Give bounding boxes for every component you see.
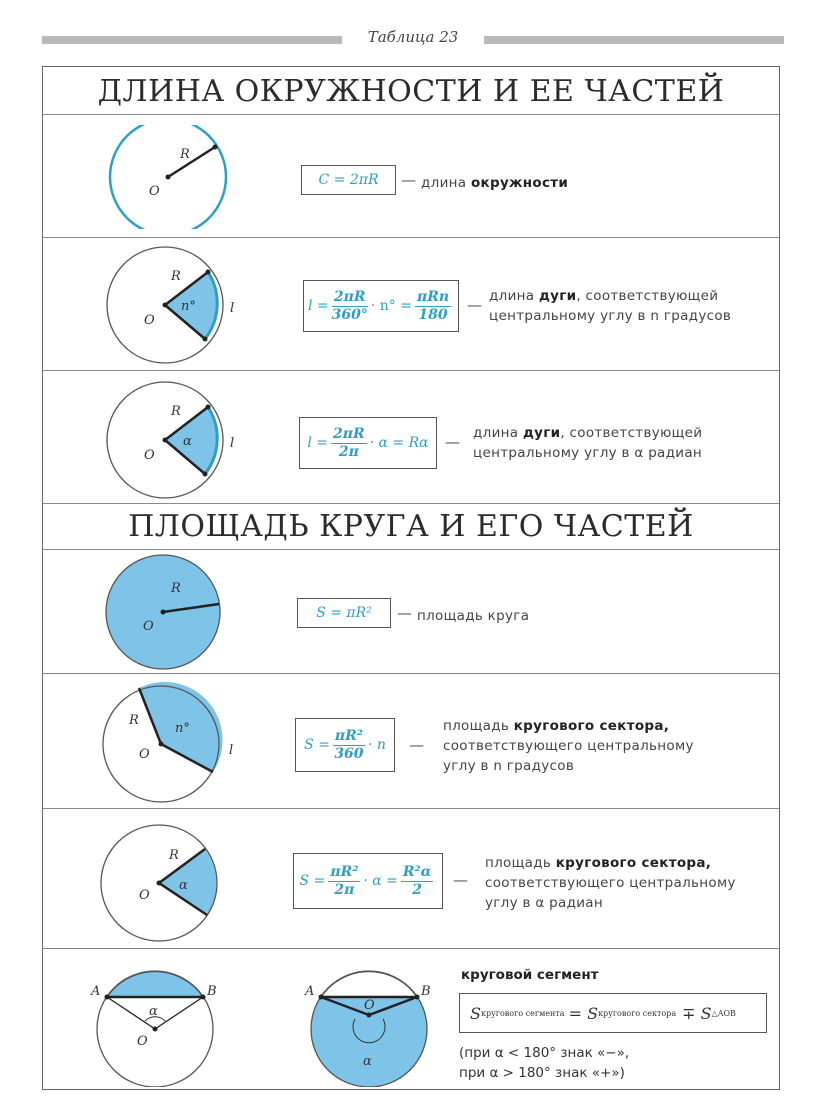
formula-sector-degrees (295, 718, 395, 772)
desc-arc-degrees (489, 286, 731, 326)
row-circumference (43, 115, 779, 238)
formula-sub: △AOB (711, 1008, 736, 1018)
arc-radians-figure (99, 379, 239, 499)
formula-eq: = S (568, 1003, 599, 1023)
formula-mid: · n (367, 737, 386, 753)
desc-line1 (473, 423, 702, 443)
disk-figure (99, 552, 229, 672)
desc-bold: дуги (538, 288, 577, 304)
label-alpha: α (149, 1004, 158, 1019)
desc-text: , соответствующей (576, 288, 719, 304)
row-sector-degrees (43, 674, 779, 809)
arc-endpoint-2 (203, 337, 208, 342)
segment-fill (107, 972, 203, 997)
formula-circle-area: S = πR² (297, 598, 391, 628)
desc-bold: кругового сектора, (555, 855, 712, 871)
label-R: R (169, 848, 179, 863)
desc-bold: дуги (522, 425, 561, 441)
label-R: R (171, 269, 181, 284)
fraction-numerator: 2πR (333, 288, 366, 305)
dash: — (467, 296, 482, 314)
note-line2: при α > 180° знак «+») (459, 1065, 625, 1081)
label-O: O (143, 619, 154, 634)
formula-lhs: S = (299, 873, 326, 889)
table-frame (42, 66, 780, 1090)
fraction-numerator: πR² (334, 727, 363, 744)
formula-pm: ∓ S (682, 1003, 712, 1023)
label-A: A (305, 984, 315, 999)
formula-S: S (470, 1003, 481, 1023)
radius-line (168, 147, 215, 177)
fraction-numerator: πR² (330, 863, 359, 880)
desc-bold: кругового сектора, (513, 718, 670, 734)
fraction-2 (401, 865, 434, 897)
row-circle-area (43, 550, 779, 674)
segment-heading: круговой сегмент (461, 967, 599, 983)
formula-mid: · α = (363, 873, 398, 889)
fraction-denominator: 180 (418, 306, 448, 323)
fraction (331, 427, 367, 459)
desc-text: длина (421, 175, 471, 191)
fraction-numerator: R²α (402, 863, 432, 880)
fraction-denominator: 2π (334, 881, 355, 898)
row-arc-radians (43, 371, 779, 504)
center-point (159, 742, 164, 747)
fraction-denominator: 360° (331, 306, 368, 323)
fraction (333, 729, 365, 761)
table-label: Таблица 23 (367, 28, 459, 46)
row-sector-radians (43, 809, 779, 949)
fraction-denominator: 2π (338, 443, 359, 460)
dash: — (401, 171, 416, 189)
point-B (201, 995, 206, 1000)
desc-line3: углу в n градусов (443, 758, 575, 774)
sector-radians-figure (99, 819, 239, 943)
header-rule-right (484, 36, 784, 44)
formula-lhs: l = (307, 298, 329, 314)
center-point (153, 1027, 158, 1032)
center-point (163, 303, 168, 308)
formula-arc-radians (299, 417, 437, 469)
segment-large-figure (293, 953, 453, 1087)
arc-degrees-figure (99, 246, 239, 366)
desc-text: , соответствующей (560, 425, 703, 441)
section1-title: ДЛИНА ОКРУЖНОСТИ И ЕЕ ЧАСТЕЙ (43, 67, 779, 115)
center-point (367, 1013, 372, 1018)
center-point (161, 610, 166, 615)
label-R: R (129, 713, 139, 728)
point-A (105, 995, 110, 1000)
desc-line2: соответствующего центральному (443, 738, 694, 754)
row-segment (43, 949, 779, 1089)
desc-circle-area: площадь круга (417, 608, 530, 624)
circle-figure (101, 125, 235, 229)
desc-sector-radians (485, 853, 736, 913)
label-A: A (91, 984, 101, 999)
label-O: O (139, 747, 150, 762)
sector-degrees-figure (99, 682, 239, 804)
center-point (163, 438, 168, 443)
label-R: R (171, 404, 181, 419)
label-alpha: α (363, 1054, 372, 1069)
label-O: O (364, 998, 375, 1013)
desc-sector-degrees (443, 716, 694, 776)
desc-line2: центральному углу в n градусов (489, 308, 732, 324)
fraction-denominator: 360 (334, 745, 364, 762)
point-B (415, 995, 420, 1000)
label-O: O (144, 313, 155, 328)
formula-circumference: C = 2πR (301, 165, 396, 195)
arc-endpoint (206, 270, 211, 275)
arc-endpoint (206, 405, 211, 410)
center-point (166, 175, 171, 180)
header-rule-left (42, 36, 342, 44)
label-R: R (171, 581, 181, 596)
fraction-denominator: 2 (412, 881, 423, 898)
formula-mid: · α = Rα (369, 435, 429, 451)
label-n: n° (175, 721, 190, 736)
label-l: l (229, 743, 234, 758)
desc-text: площадь (485, 855, 556, 871)
page-header (0, 28, 816, 52)
desc-text: длина (473, 425, 523, 441)
dash: — (453, 871, 468, 889)
desc-circumference (421, 173, 568, 193)
formula-sub: кругового сегмента (480, 1008, 565, 1018)
label-alpha: α (183, 434, 192, 449)
formula-sector-radians (293, 853, 443, 909)
formula-segment (459, 993, 767, 1033)
formula-sub: кругового сектора (598, 1008, 677, 1018)
label-n: n° (181, 299, 196, 314)
fraction-numerator: 2πR (333, 425, 365, 442)
arc-endpoint-2 (203, 472, 208, 477)
label-O: O (149, 184, 160, 199)
label-l: l (230, 301, 235, 316)
label-R: R (180, 147, 190, 162)
point-A (319, 995, 324, 1000)
desc-line3: углу в α радиан (485, 895, 603, 911)
dash: — (409, 736, 424, 754)
fraction-numerator: πRn (416, 288, 450, 305)
formula-arc-degrees (303, 280, 459, 332)
desc-line1 (485, 853, 736, 873)
desc-line2: центральному углу в α радиан (473, 445, 703, 461)
label-O: O (144, 448, 155, 463)
segment-note (459, 1043, 629, 1083)
segment-cut (321, 972, 417, 997)
label-O: O (139, 888, 150, 903)
fraction (328, 865, 360, 897)
desc-bold: окружности (470, 175, 569, 191)
label-O: O (137, 1034, 148, 1049)
desc-line1 (443, 716, 694, 736)
desc-line1 (489, 286, 731, 306)
fraction-2 (415, 290, 451, 322)
desc-text: длина (489, 288, 539, 304)
section2-title: ПЛОЩАДЬ КРУГА И ЕГО ЧАСТЕЙ (43, 504, 779, 550)
label-l: l (230, 436, 235, 451)
dash: — (397, 604, 412, 622)
formula-lhs: l = (307, 435, 329, 451)
formula-lhs: S = (304, 737, 330, 753)
desc-line2: соответствующего центральному (485, 875, 736, 891)
formula-mid: · n° = (370, 298, 412, 314)
label-B: B (207, 984, 217, 999)
row-arc-degrees (43, 238, 779, 371)
desc-text: площадь (443, 718, 514, 734)
desc-arc-radians (473, 423, 702, 463)
note-line1: (при α < 180° знак «−», (459, 1045, 630, 1061)
radius-endpoint (213, 145, 218, 150)
segment-small-figure (79, 953, 239, 1087)
label-B: B (421, 984, 431, 999)
label-alpha: α (179, 878, 188, 893)
center-point (157, 881, 162, 886)
dash: — (445, 433, 460, 451)
fraction (332, 290, 368, 322)
